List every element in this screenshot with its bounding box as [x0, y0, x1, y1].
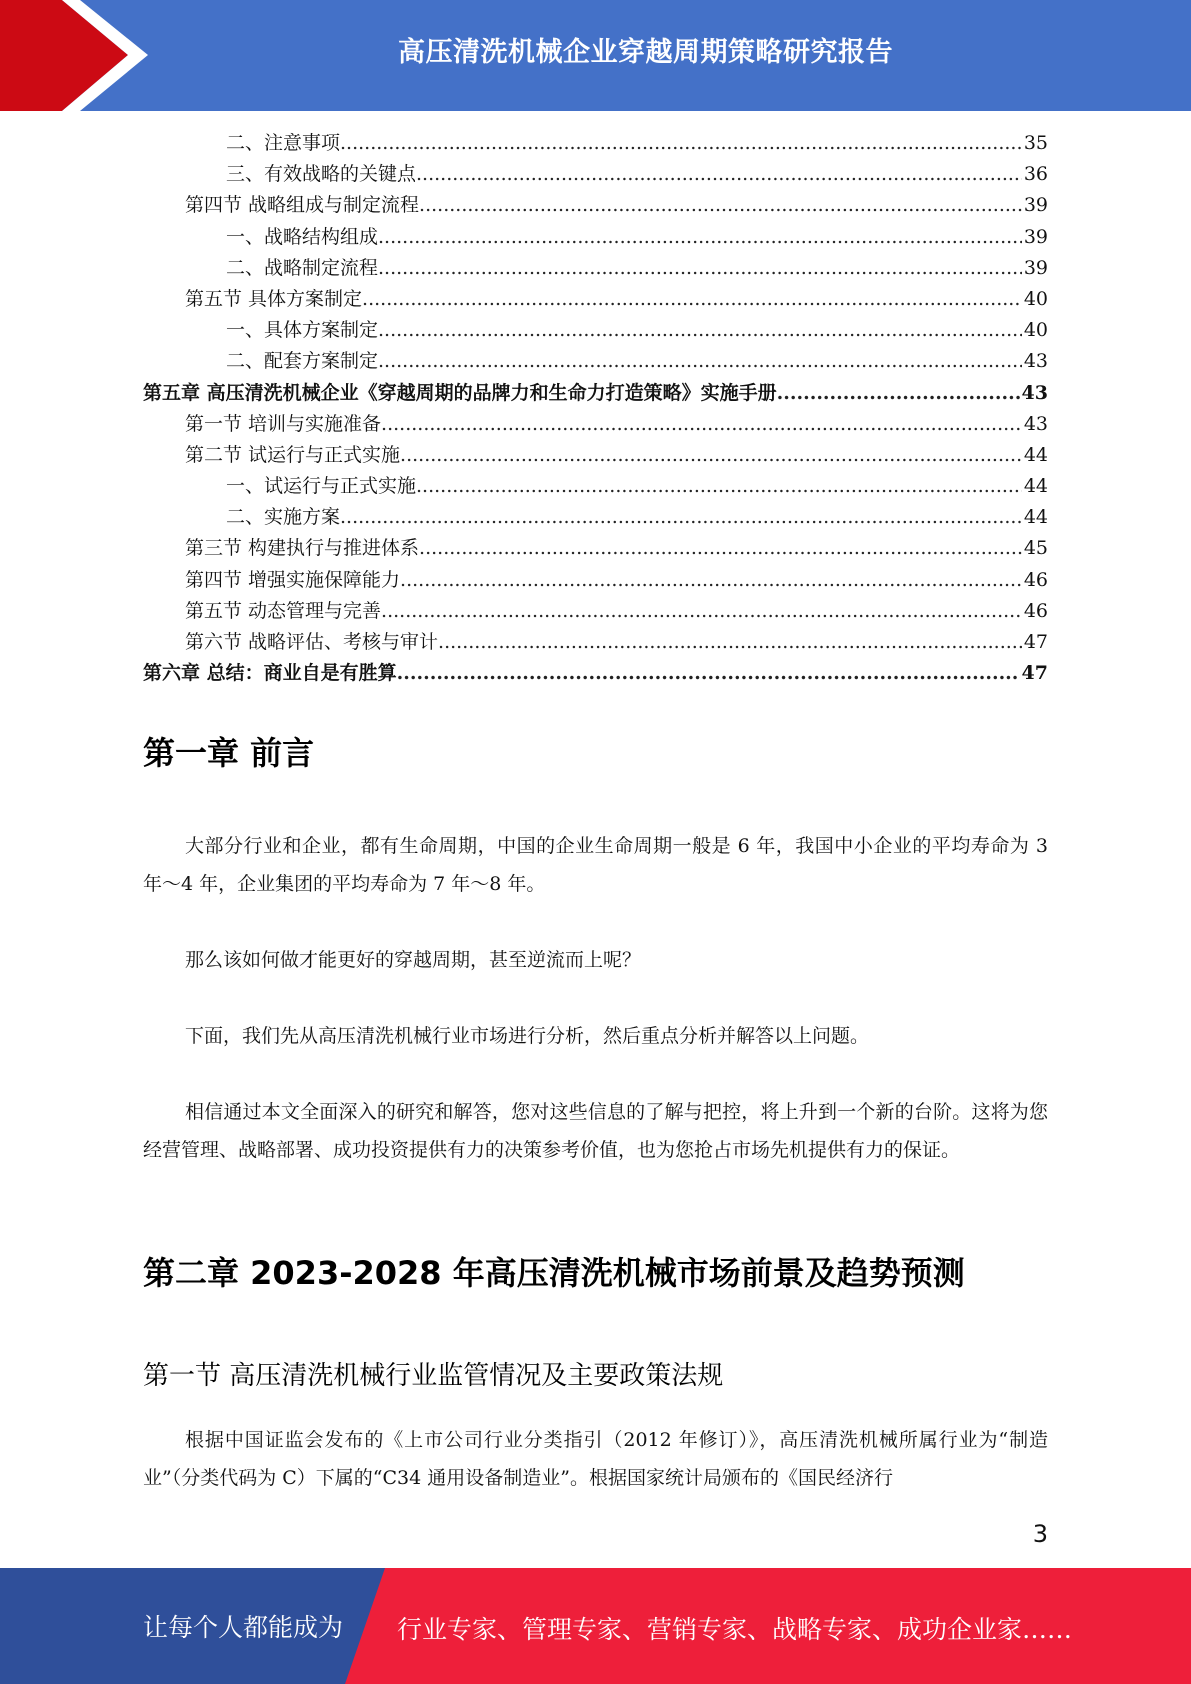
- toc-leader-dots: [381, 409, 1022, 440]
- page-footer: [0, 1568, 1191, 1684]
- header-title: 高压清洗机械企业穿越周期策略研究报告: [398, 37, 893, 68]
- toc-entry-page: 40: [1023, 319, 1048, 342]
- toc-entry-title: 一、战略结构组成: [226, 225, 379, 248]
- chapter-1-paragraph-2: 那么该如何做才能更好的穿越周期，甚至逆流而上呢？: [185, 949, 642, 971]
- toc-entry-title: 第四节 增强实施保障能力: [185, 568, 401, 591]
- toc-entry-title: 第四节 战略组成与制定流程: [185, 194, 420, 217]
- toc-leader-dots: [419, 533, 1022, 564]
- toc-entry-title: 第一节 培训与实施准备: [185, 412, 382, 435]
- toc-entry-title: 三、有效战略的关键点: [226, 163, 417, 186]
- toc-leader-dots: [378, 253, 1022, 284]
- toc-entry[interactable]: [143, 128, 1048, 159]
- footer-slogan-left: 让每个人都能成为: [143, 1613, 344, 1642]
- footer-slogan-right: 行业专家、管理专家、营销专家、战略专家、成功企业家……: [397, 1615, 1073, 1644]
- chapter-1-paragraph-4: 相信通过本文全面深入的研究和解答，您对这些信息的了解与把控，将上升到一个新的台阶。这将为您经营管理、战略部署、成功投资提供有力的决策参考价值，也为您抢占市场先机提供有力的保证。: [143, 1101, 1048, 1161]
- toc-leader-dots: [378, 222, 1022, 253]
- toc-leader-dots: [777, 378, 1020, 409]
- toc-entry[interactable]: [143, 409, 1048, 440]
- toc-entry-title: 二、实施方案: [226, 506, 341, 529]
- toc-entry-page: 43: [1023, 412, 1048, 435]
- toc-entry-page: 46: [1023, 568, 1048, 591]
- toc-entry-page: 39: [1023, 225, 1048, 248]
- toc-entry-title: 第三节 构建执行与推进体系: [185, 537, 420, 560]
- toc-entry-page: 35: [1023, 132, 1048, 154]
- toc-entry[interactable]: [143, 627, 1048, 658]
- toc-leader-dots: [378, 346, 1022, 377]
- toc-entry[interactable]: [143, 284, 1048, 315]
- toc-entry-title: 第五节 具体方案制定: [185, 287, 363, 310]
- toc-entry[interactable]: [143, 378, 1048, 409]
- toc-leader-dots: [362, 284, 1022, 315]
- toc-leader-dots: [416, 159, 1022, 190]
- table-of-contents: [143, 128, 1048, 689]
- toc-entry[interactable]: [143, 440, 1048, 471]
- toc-entry-page: 44: [1023, 475, 1048, 498]
- toc-entry-title: 二、配套方案制定: [226, 350, 379, 373]
- page-header: [0, 0, 1191, 111]
- chapter-1-paragraph-3: 下面，我们先从高压清洗机械行业市场进行分析，然后重点分析并解答以上问题。: [185, 1025, 870, 1047]
- toc-entry-page: 46: [1023, 599, 1048, 622]
- toc-entry-page: 36: [1023, 163, 1048, 186]
- toc-leader-dots: [400, 440, 1022, 471]
- toc-leader-dots: [419, 190, 1022, 221]
- toc-leader-dots: [438, 627, 1022, 658]
- toc-entry-title: 一、具体方案制定: [226, 319, 379, 342]
- toc-leader-dots: [400, 565, 1022, 596]
- chapter-1-heading: 第一章 前言: [143, 734, 315, 772]
- toc-entry[interactable]: [143, 533, 1048, 564]
- toc-entry[interactable]: [143, 596, 1048, 627]
- toc-entry-page: 40: [1023, 287, 1048, 310]
- toc-leader-dots: [416, 471, 1022, 502]
- toc-entry-page: 44: [1023, 506, 1048, 529]
- toc-entry-page: 39: [1023, 194, 1048, 217]
- toc-leader-dots: [397, 658, 1020, 689]
- chapter-2-section-1-paragraph: 根据中国证监会发布的《上市公司行业分类指引（2012 年修订）》，高压清洗机械所属行业为“制造业”（分类代码为 C）下属的“C34 通用设备制造业”。根据国家统计局颁布的《国民经济行: [143, 1429, 1048, 1489]
- toc-entry-page: 44: [1023, 443, 1048, 466]
- toc-entry-page: 45: [1023, 537, 1048, 560]
- toc-leader-dots: [381, 596, 1022, 627]
- toc-entry[interactable]: [143, 502, 1048, 533]
- toc-leader-dots: [340, 128, 1022, 159]
- toc-entry-title: 二、注意事项: [226, 132, 341, 154]
- toc-leader-dots: [378, 315, 1022, 346]
- toc-entry-page: 47: [1021, 662, 1048, 685]
- toc-entry-page: 43: [1021, 381, 1048, 404]
- toc-entry-page: 47: [1023, 631, 1048, 653]
- toc-entry[interactable]: [143, 159, 1048, 190]
- chapter-2-heading: 第二章 2023-2028 年高压清洗机械市场前景及趋势预测: [143, 1254, 965, 1292]
- toc-entry[interactable]: [143, 222, 1048, 253]
- page-number: 3: [1032, 1520, 1048, 1548]
- toc-entry[interactable]: [143, 190, 1048, 221]
- chapter-2-section-1-heading: 第一节 高压清洗机械行业监管情况及主要政策法规: [143, 1361, 724, 1391]
- toc-entry-title: 第六节 战略评估、考核与审计: [185, 631, 439, 653]
- toc-entry-title: 第五节 动态管理与完善: [185, 599, 382, 622]
- toc-entry-title: 二、战略制定流程: [226, 256, 379, 279]
- toc-entry-page: 43: [1023, 350, 1048, 373]
- toc-entry-title: 第五章 高压清洗机械企业《穿越周期的品牌力和生命力打造策略》实施手册: [143, 381, 777, 404]
- toc-entry[interactable]: [143, 565, 1048, 596]
- toc-entry[interactable]: [143, 471, 1048, 502]
- toc-entry-title: 第二节 试运行与正式实施: [185, 443, 401, 466]
- toc-entry[interactable]: [143, 346, 1048, 377]
- toc-leader-dots: [340, 502, 1022, 533]
- toc-entry[interactable]: [143, 315, 1048, 346]
- toc-entry-title: 一、试运行与正式实施: [226, 475, 417, 498]
- chapter-1-paragraph-1: 大部分行业和企业，都有生命周期，中国的企业生命周期一般是 6 年，我国中小企业的平均寿命为 3 年～4 年，企业集团的平均寿命为 7 年～8 年。: [143, 835, 1048, 895]
- toc-entry-page: 39: [1023, 256, 1048, 279]
- toc-entry-title: 第六章 总结：商业自是有胜算: [143, 662, 397, 685]
- toc-entry[interactable]: [143, 658, 1048, 689]
- toc-entry[interactable]: [143, 253, 1048, 284]
